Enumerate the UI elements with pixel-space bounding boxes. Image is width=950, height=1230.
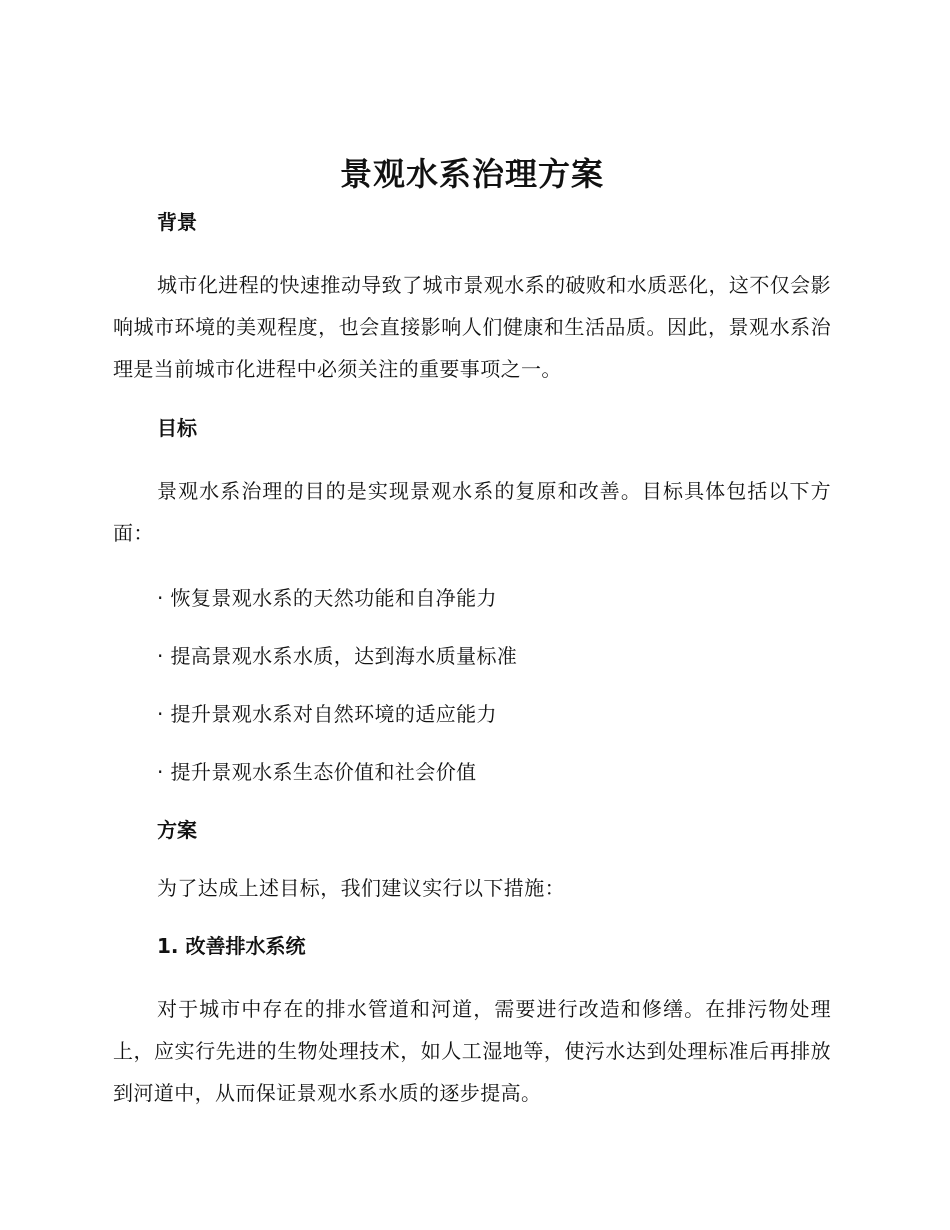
- paragraph-background: 城市化进程的快速推动导致了城市景观水系的破败和水质恶化，这不仅会影响城市环境的美观程度，也会直接影响人们健康和生活品质。因此，景观水系治理是当前城市化进程中必须关注的重要事项之一。: [113, 273, 831, 381]
- paragraph-plan-step-1: 对于城市中存在的排水管道和河道，需要进行改造和修缮。在排污物处理上，应实行先进的生物处理技术，如人工湿地等，使污水达到处理标准后再排放到河道中，从而保证景观水系水质的逐步提高。: [113, 997, 831, 1105]
- goal-item-1: · 恢复景观水系的天然功能和自净能力: [157, 586, 497, 610]
- paragraph-goals-intro: 景观水系治理的目的是实现景观水系的复原和改善。目标具体包括以下方面：: [113, 479, 831, 545]
- page-title: 景观水系治理方案: [339, 155, 604, 193]
- heading-goals: 目标: [157, 416, 197, 440]
- heading-background: 背景: [157, 210, 197, 234]
- goal-item-2: · 提高景观水系水质，达到海水质量标准: [157, 644, 518, 668]
- heading-plan-step-1: 1. 改善排水系统: [157, 934, 306, 958]
- document-page: [113, 150, 831, 1114]
- paragraph-plan-intro: 为了达成上述目标，我们建议实行以下措施：: [157, 876, 565, 900]
- goal-item-4: · 提升景观水系生态价值和社会价值: [157, 760, 477, 784]
- heading-plan: 方案: [157, 818, 197, 842]
- goal-item-3: · 提升景观水系对自然环境的适应能力: [157, 702, 497, 726]
